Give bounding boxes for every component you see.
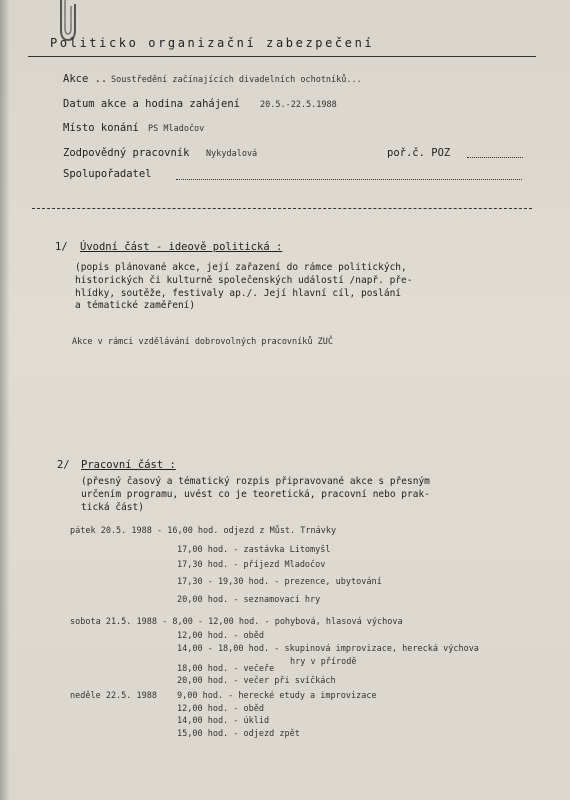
- schedule-day-saturday: sobota 21.5. 1988 - 8,00 - 12,00 hod. - pohybová, hlasová výchova: [70, 617, 403, 627]
- schedule-item: 20,00 hod. - večer při svíčkách: [177, 676, 336, 686]
- schedule-item: hry v přírodě: [290, 657, 357, 667]
- schedule-day-friday: pátek 20.5. 1988 - 16,00 hod. odjezd z Můst. Trnávky: [70, 526, 337, 536]
- schedule-day-sunday: neděle 22.5. 1988: [70, 691, 157, 701]
- datum-label: Datum akce a hodina zahájení: [63, 98, 241, 110]
- akce-value: Soustředění začínajících divadelních ochotníků...: [111, 75, 362, 85]
- section1-desc-line: historických či kulturně společenských událostí /např. pře-: [75, 275, 413, 286]
- section1-desc-line: hlídky, soutěže, festivaly ap./. Její hlavní cíl, poslání: [75, 288, 402, 299]
- schedule-item: 12,00 hod. - oběd: [177, 631, 264, 641]
- spolu-dots: [176, 179, 522, 180]
- section1-text: Akce v rámci vzdělávání dobrovolných pracovníků ZUČ: [72, 337, 333, 347]
- section1-number: 1/: [55, 241, 68, 253]
- datum-value: 20.5.-22.5.1988: [260, 100, 337, 110]
- schedule-item: 18,00 hod. - večeře: [177, 664, 275, 674]
- spolu-label: Spolupořadatel: [63, 168, 152, 180]
- misto-value: PS Mladočov: [148, 124, 205, 134]
- section1-heading: Úvodní část - ideově politická :: [80, 241, 283, 253]
- schedule-item: 17,30 hod. - příjezd Mladočov: [177, 560, 326, 570]
- schedule-item: 9,00 hod. - herecké etudy a improvizace: [177, 691, 377, 701]
- por-label: poř.č. POZ: [387, 147, 451, 159]
- section1-desc-line: a tématické zaměření): [75, 300, 196, 311]
- section1-desc-line: (popis plánované akce, její zařazení do rámce politických,: [75, 262, 407, 273]
- separator-dashes: [32, 208, 532, 209]
- schedule-item: 12,00 hod. - oběd: [177, 704, 264, 714]
- schedule-item: 17,30 - 19,30 hod. - prezence, ubytování: [177, 577, 382, 587]
- zodp-label: Zodpovědný pracovník: [63, 147, 190, 159]
- schedule-item: 14,00 - 18,00 hod. - skupinová improvizace, herecká výchova: [177, 644, 479, 654]
- schedule-item: 17,00 hod. - zastávka Litomyšl: [177, 545, 331, 555]
- section2-number: 2/: [57, 459, 70, 471]
- title-rule: [28, 56, 536, 57]
- document-title: Politicko organizační zabezpečení: [50, 36, 375, 50]
- page-shadow: [0, 0, 10, 800]
- schedule-item: 14,00 hod. - úklid: [177, 716, 270, 726]
- section2-heading: Pracovní část :: [81, 459, 176, 471]
- schedule-item: 20,00 hod. - seznamovací hry: [177, 595, 321, 605]
- misto-label: Místo konání: [63, 122, 139, 134]
- schedule-item: 15,00 hod. - odjezd zpět: [177, 729, 300, 739]
- section2-desc-line: určením programu, uvést co je teoretická, pracovní nebo prak-: [81, 489, 430, 500]
- akce-label: Akce ..: [63, 73, 108, 85]
- section2-desc-line: tická část): [81, 502, 144, 513]
- zodp-value: Nykydalová: [206, 149, 258, 159]
- por-dots: [467, 157, 523, 158]
- section2-desc-line: (přesný časový a tématický rozpis připravované akce s přesným: [81, 476, 430, 487]
